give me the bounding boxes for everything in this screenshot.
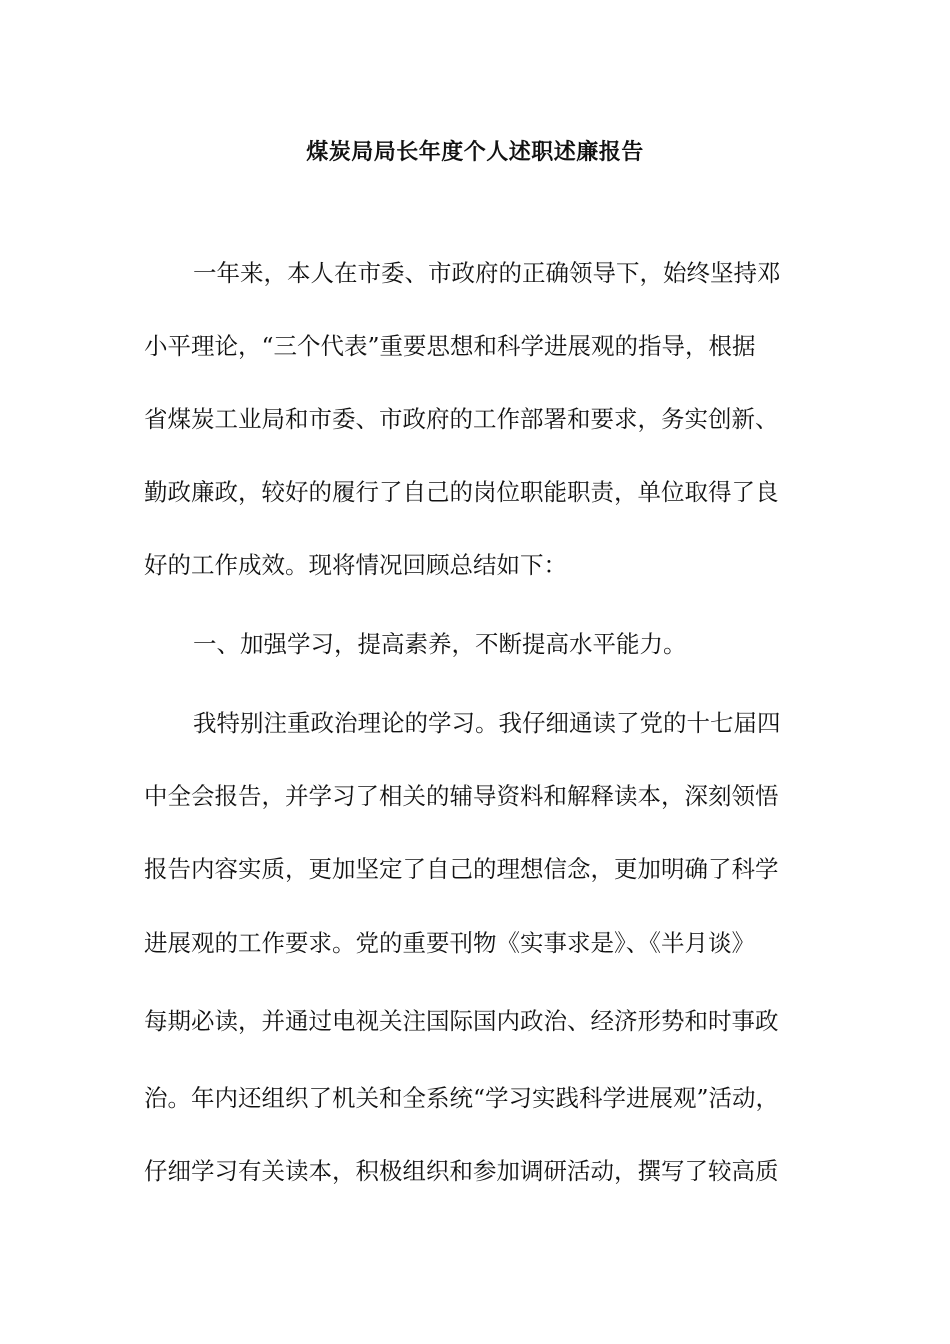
- paragraph-line: 仔细学习有关读本，积极组织和参加调研活动，撰写了较高质: [144, 1157, 779, 1185]
- paragraph-line: 我特别注重政治理论的学习。我仔细通读了党的十七届四: [193, 709, 781, 737]
- paragraph-line: 一年来，本人在市委、市政府的正确领导下，始终坚持邓: [193, 259, 781, 287]
- paragraph-line: 好的工作成效。现将情况回顾总结如下：: [144, 551, 567, 579]
- paragraph-line: 勤政廉政，较好的履行了自己的岗位职能职责，单位取得了良: [144, 478, 779, 506]
- section-heading: 一、加强学习，提高素养，不断提高水平能力。: [193, 630, 687, 658]
- paragraph-line: 中全会报告，并学习了相关的辅导资料和解释读本，深刻领悟: [144, 782, 779, 810]
- paragraph-line: 进展观的工作要求。党的重要刊物《实事求是》、《半月谈》: [144, 929, 755, 957]
- paragraph-line: 治。年内还组织了机关和全系统“学习实践科学进展观”活动，: [144, 1084, 780, 1112]
- document-title: 煤炭局局长年度个人述职述廉报告: [306, 139, 644, 165]
- paragraph-line: 省煤炭工业局和市委、市政府的工作部署和要求，务实创新、: [144, 405, 779, 433]
- paragraph-line: 报告内容实质，更加坚定了自己的理想信念，更加明确了科学: [144, 855, 779, 883]
- paragraph-line: 每期必读，并通过电视关注国际国内政治、经济形势和时事政: [144, 1007, 779, 1035]
- paragraph-line: 小平理论，“三个代表”重要思想和科学进展观的指导，根据: [144, 332, 756, 360]
